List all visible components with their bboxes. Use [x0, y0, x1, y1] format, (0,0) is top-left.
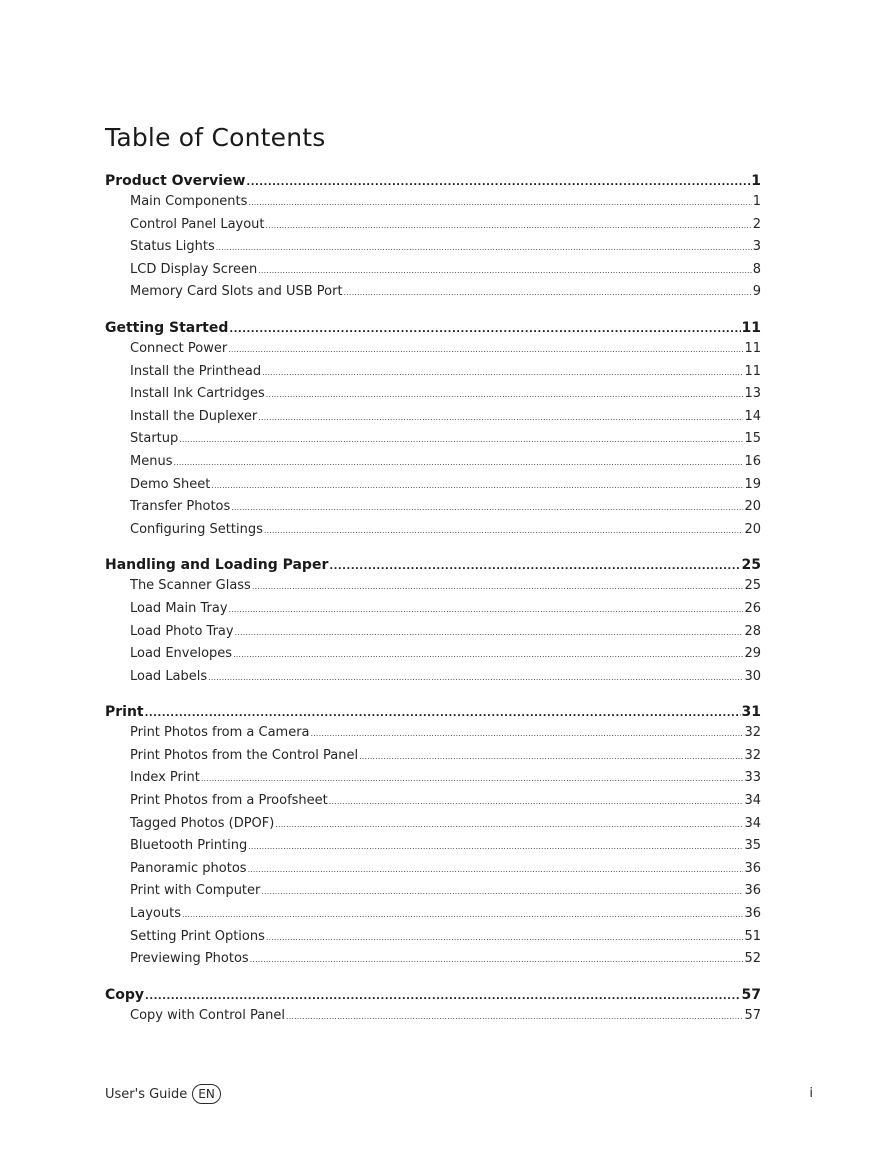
- toc-item[interactable]: [105, 474, 761, 497]
- toc-item-label: Connect Power: [130, 340, 228, 356]
- toc-section-page: 25: [741, 557, 761, 574]
- toc-item[interactable]: [105, 903, 761, 926]
- toc-item-label: Load Main Tray: [130, 600, 228, 616]
- toc-item-page: 35: [744, 838, 761, 854]
- toc-item-label: Menus: [130, 453, 173, 469]
- toc-item[interactable]: [105, 767, 761, 790]
- toc-leader-dots: [208, 667, 743, 689]
- toc-leader-dots: [359, 746, 743, 768]
- toc-leader-dots: [201, 768, 744, 790]
- toc-item[interactable]: [105, 722, 761, 745]
- toc-item[interactable]: [105, 406, 761, 429]
- toc-item-label: Install the Duplexer: [130, 408, 258, 424]
- toc-leader-dots: [248, 836, 743, 858]
- toc-section-heading[interactable]: [105, 985, 761, 1005]
- toc-item-label: Memory Card Slots and USB Port: [130, 284, 343, 300]
- toc-item-page: 11: [744, 363, 761, 379]
- toc-section-page: 31: [741, 704, 761, 721]
- toc-leader-dots: [248, 192, 751, 214]
- toc-item-label: Transfer Photos: [130, 499, 231, 515]
- toc-leader-dots: [329, 557, 740, 575]
- toc-item[interactable]: [105, 519, 761, 542]
- toc-item-label: Print Photos from the Control Panel: [130, 747, 359, 763]
- language-badge: EN: [192, 1084, 221, 1104]
- toc-leader-dots: [264, 520, 744, 542]
- toc-item[interactable]: [105, 643, 761, 666]
- toc-section-label: Getting Started: [105, 319, 229, 336]
- toc-item-label: Panoramic photos: [130, 860, 247, 876]
- toc-item-page: 25: [744, 578, 761, 594]
- toc-leader-dots: [211, 475, 743, 497]
- toc-leader-dots: [344, 282, 752, 304]
- toc-item[interactable]: [105, 236, 761, 259]
- toc-leader-dots: [228, 339, 743, 361]
- toc-item-label: Status Lights: [130, 239, 215, 255]
- toc-item[interactable]: [105, 926, 761, 949]
- toc-section-label: Handling and Loading Paper: [105, 557, 329, 574]
- toc-section: [105, 171, 761, 304]
- toc-item-page: 3: [752, 239, 761, 255]
- toc-item-page: 20: [744, 521, 761, 537]
- toc-item-label: The Scanner Glass: [130, 578, 251, 594]
- toc-leader-dots: [246, 173, 750, 191]
- toc-section-label: Print: [105, 704, 144, 721]
- toc-item-page: 2: [752, 216, 761, 232]
- toc-leader-dots: [173, 452, 743, 474]
- toc-item-label: Load Envelopes: [130, 646, 233, 662]
- toc-leader-dots: [258, 260, 752, 282]
- toc-leader-dots: [231, 497, 743, 519]
- toc-section-heading[interactable]: [105, 702, 761, 722]
- toc-item[interactable]: [105, 451, 761, 474]
- toc-section-heading[interactable]: [105, 318, 761, 338]
- toc-leader-dots: [262, 362, 743, 384]
- toc-leader-dots: [261, 881, 743, 903]
- toc-item-page: 1: [752, 194, 761, 209]
- toc-item-label: Copy with Control Panel: [130, 1007, 286, 1023]
- toc-leader-dots: [266, 215, 752, 237]
- toc-item-label: Layouts: [130, 906, 181, 922]
- toc-item[interactable]: [105, 338, 761, 361]
- toc-leader-dots: [216, 237, 752, 259]
- toc-item-page: 14: [744, 408, 761, 424]
- toc-item-label: Configuring Settings: [130, 521, 263, 537]
- toc-item[interactable]: [105, 214, 761, 237]
- toc-item-page: 11: [744, 340, 761, 356]
- toc-item[interactable]: [105, 496, 761, 519]
- toc-item-label: Bluetooth Printing: [130, 838, 248, 854]
- toc-leader-dots: [329, 791, 744, 813]
- toc-item[interactable]: [105, 575, 761, 598]
- toc-item-page: 30: [744, 668, 761, 684]
- toc-item-label: Load Labels: [130, 668, 208, 684]
- toc-item[interactable]: [105, 745, 761, 768]
- toc-item-page: 8: [752, 261, 761, 277]
- table-of-contents: [105, 168, 761, 1041]
- toc-leader-dots: [266, 384, 744, 406]
- toc-item-page: 32: [744, 725, 761, 741]
- toc-item-label: Previewing Photos: [130, 951, 249, 967]
- toc-leader-dots: [258, 407, 743, 429]
- toc-leader-dots: [286, 1006, 743, 1028]
- toc-item-page: 28: [744, 623, 761, 639]
- toc-section-heading[interactable]: [105, 171, 761, 191]
- toc-item[interactable]: [105, 361, 761, 384]
- toc-item-label: Print Photos from a Camera: [130, 725, 310, 741]
- footer-guide-label: User's Guide: [105, 1086, 188, 1102]
- toc-item[interactable]: [105, 948, 761, 971]
- toc-leader-dots: [182, 904, 743, 926]
- toc-section: [105, 555, 761, 688]
- toc-item-page: 36: [744, 906, 761, 922]
- toc-item[interactable]: [105, 880, 761, 903]
- toc-item-page: 34: [744, 815, 761, 831]
- toc-item[interactable]: [105, 790, 761, 813]
- toc-item-page: 9: [752, 284, 761, 300]
- toc-item[interactable]: [105, 621, 761, 644]
- toc-item-label: Print with Computer: [130, 883, 261, 899]
- toc-item-page: 57: [744, 1007, 761, 1023]
- toc-item-page: 19: [744, 476, 761, 492]
- toc-item-page: 52: [744, 951, 761, 967]
- toc-item-label: Print Photos from a Proofsheet: [130, 793, 328, 809]
- toc-leader-dots: [311, 723, 744, 745]
- toc-item[interactable]: [105, 835, 761, 858]
- toc-item-label: Startup: [130, 431, 179, 447]
- toc-item-label: LCD Display Screen: [130, 261, 258, 277]
- toc-item-page: 36: [744, 883, 761, 899]
- toc-section-label: Product Overview: [105, 173, 246, 189]
- toc-item-label: Install the Printhead: [130, 363, 262, 379]
- toc-item-page: 29: [744, 646, 761, 662]
- toc-leader-dots: [229, 599, 744, 621]
- toc-item-page: 36: [744, 860, 761, 876]
- toc-leader-dots: [229, 320, 740, 338]
- toc-leader-dots: [233, 644, 743, 666]
- toc-item[interactable]: [105, 191, 761, 214]
- toc-item-label: Index Print: [130, 770, 200, 786]
- toc-section: [105, 702, 761, 971]
- toc-item[interactable]: [105, 383, 761, 406]
- toc-item-label: Tagged Photos (DPOF): [130, 815, 275, 831]
- page-title: Table of Contents: [105, 123, 326, 152]
- toc-item[interactable]: [105, 428, 761, 451]
- toc-leader-dots: [266, 927, 744, 949]
- toc-leader-dots: [275, 814, 743, 836]
- toc-leader-dots: [179, 429, 743, 451]
- toc-item-page: 13: [744, 386, 761, 402]
- toc-section: [105, 985, 761, 1028]
- toc-item-page: 15: [744, 431, 761, 447]
- toc-item[interactable]: [105, 281, 761, 304]
- toc-item-label: Setting Print Options: [130, 928, 265, 944]
- toc-item[interactable]: [105, 1005, 761, 1028]
- toc-item[interactable]: [105, 259, 761, 282]
- toc-section-heading[interactable]: [105, 555, 761, 575]
- toc-item-page: 34: [744, 793, 761, 809]
- toc-item-label: Control Panel Layout: [130, 216, 265, 232]
- toc-item-page: 32: [744, 747, 761, 763]
- toc-item[interactable]: [105, 858, 761, 881]
- toc-leader-dots: [235, 622, 744, 644]
- toc-section-page: 57: [741, 986, 761, 1003]
- toc-leader-dots: [252, 576, 744, 598]
- toc-item-label: Install Ink Cartridges: [130, 386, 265, 402]
- toc-item-page: 26: [744, 600, 761, 616]
- toc-leader-dots: [250, 949, 744, 971]
- toc-item-label: Main Components: [130, 194, 248, 209]
- toc-item[interactable]: [105, 813, 761, 836]
- footer-guide: [105, 1084, 221, 1104]
- toc-item-page: 16: [744, 453, 761, 469]
- toc-section-label: Copy: [105, 986, 145, 1003]
- toc-item-page: 51: [744, 928, 761, 944]
- toc-leader-dots: [145, 987, 740, 1005]
- toc-item-page: 20: [744, 499, 761, 515]
- toc-section: [105, 318, 761, 541]
- toc-item[interactable]: [105, 598, 761, 621]
- toc-item[interactable]: [105, 666, 761, 689]
- toc-leader-dots: [248, 859, 744, 881]
- toc-section-page: 11: [741, 319, 761, 336]
- toc-item-label: Load Photo Tray: [130, 623, 234, 639]
- toc-item-page: 33: [744, 770, 761, 786]
- toc-item-label: Demo Sheet: [130, 476, 211, 492]
- toc-section-page: 1: [751, 173, 761, 189]
- footer-page-number: i: [809, 1086, 813, 1101]
- toc-leader-dots: [145, 704, 741, 722]
